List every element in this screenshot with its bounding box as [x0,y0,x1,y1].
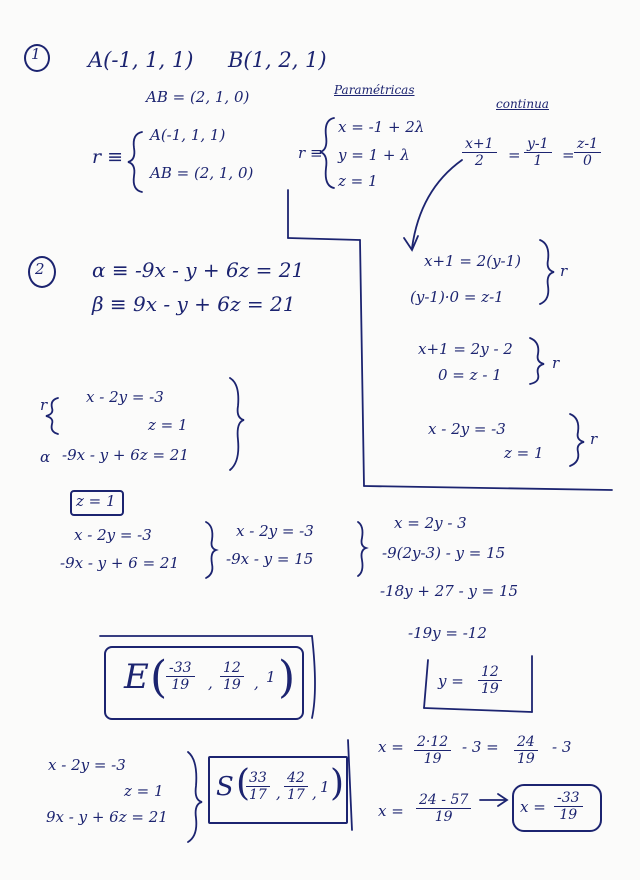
exercise-2-number: 2 [35,260,45,278]
step-b-eq1: x - 2y = -3 [236,522,314,540]
brace-final [188,752,202,842]
brace-r1 [540,240,554,304]
S-coord-x: $\frac{33}{17}$ [246,770,270,803]
exercise-1-number: 1 [31,45,41,63]
E-coord-z: 1 [266,668,276,686]
x-calc-1-frac2: $\frac{24}{19}$ [514,734,538,767]
cont-equals-2: = [562,146,575,164]
plane-beta: β ≡ 9x - y + 6z = 21 [92,292,296,316]
x-calc-2-frac: $\frac{24 - 57}{19}$ [416,792,471,825]
E-comma-2: , [254,674,259,692]
continua-title: continua [496,97,549,111]
S-comma-2: , [312,784,317,802]
x-calc-2-lhs: x = [378,802,404,820]
E-box-right [312,636,315,718]
substitution-1: x = 2y - 3 [394,514,467,532]
E-letter: E [124,657,149,697]
param-x: x = -1 + 2λ [338,118,425,136]
cont-fraction-x: $\frac{x+1}{2}$ [462,136,497,169]
brace-sys-right [230,378,244,470]
final-bracket-right [348,740,352,830]
final-sys-eq3: 9x - y + 6z = 21 [46,808,168,826]
brace-step-a [206,522,216,578]
substitution-2: -9(2y-3) - y = 15 [382,544,506,562]
y-box-left [424,660,428,708]
step-a-eq2: -9x - y + 6 = 21 [60,554,179,572]
step-b-eq2: -9x - y = 15 [226,550,314,568]
arrow-head [404,236,418,250]
sys-r-eq1: x - 2y = -3 [86,388,164,406]
divider-horizontal-bottom [364,486,612,490]
param-r-symbol: r ≡ [298,144,323,162]
implicit-2-eq2: 0 = z - 1 [438,366,502,384]
E-coord-x: $\frac{-33}{19}$ [166,660,195,693]
sys-alpha-eq: -9x - y + 6z = 21 [62,446,189,464]
line-r-symbol: r ≡ [92,146,124,168]
point-b: B(1, 2, 1) [228,48,327,72]
brace-r2 [530,338,544,384]
x-calc-1-frac: $\frac{2\cdot 12}{19}$ [414,734,451,767]
implicit-3-label: r [590,430,598,448]
E-coord-y: $\frac{12}{19}$ [220,660,244,693]
x-calc-1-tail: - 3 [552,738,572,756]
brace-sys-left [46,398,58,434]
final-sys-eq2: z = 1 [124,782,164,800]
final-sys-eq1: x - 2y = -3 [48,756,126,774]
implicit-1-eq1: x+1 = 2(y-1) [424,252,522,270]
x-calc-1-mid: - 3 = [462,738,499,756]
y-result-fraction: $\frac{12}{19}$ [478,664,502,697]
S-open-paren: ( [236,763,251,804]
y-result-lhs: y = [438,672,464,690]
sys-r-eq2: z = 1 [148,416,188,434]
substitution-3: -18y + 27 - y = 15 [380,582,519,600]
x-result-fraction: $\frac{-33}{19}$ [554,790,583,823]
implicit-3-eq1: x - 2y = -3 [428,420,506,438]
divider-horizontal-top [288,238,360,240]
brace-line-r [128,132,142,192]
S-close-paren: ) [330,763,345,804]
cont-fraction-z: $\frac{z-1}{0}$ [574,136,601,169]
x-result-lhs: x = [520,798,546,816]
implicit-3-eq2: z = 1 [504,444,544,462]
sys-r-label: r [40,396,48,414]
E-comma-1: , [208,674,213,692]
z-result: z = 1 [76,492,116,510]
arrow-to-implicit [412,160,462,248]
implicit-2-eq1: x+1 = 2y - 2 [418,340,513,358]
substitution-4: -19y = -12 [408,624,487,642]
S-comma-1: , [276,784,281,802]
param-title: Paramétricas [334,83,415,97]
point-a: A(-1, 1, 1) [88,48,194,72]
plane-alpha: α ≡ -9x - y + 6z = 21 [92,258,305,282]
S-coord-y: $\frac{42}{17}$ [284,770,308,803]
S-letter: S [216,772,234,802]
sys-alpha-label: α [40,448,51,466]
cont-equals-1: = [508,146,521,164]
param-z: z = 1 [338,172,378,190]
brace-r3 [570,414,584,466]
line-r-vector: AB = (2, 1, 0) [150,164,254,182]
S-coord-z: 1 [320,778,330,796]
implicit-2-label: r [552,354,560,372]
param-y: y = 1 + λ [338,146,410,164]
E-close-paren: ) [278,652,296,703]
cont-fraction-y: $\frac{y-1}{1}$ [524,136,552,169]
implicit-1-eq2: (y-1)·0 = z-1 [410,288,504,306]
vector-ab: AB = (2, 1, 0) [146,88,250,106]
divider-vertical-right [360,240,364,486]
y-box-bottom [424,708,532,712]
implicit-1-label: r [560,262,568,280]
x-calc-1-lhs: x = [378,738,404,756]
brace-step-b [358,522,366,576]
line-r-point: A(-1, 1, 1) [150,126,226,144]
E-open-paren: ( [150,652,168,703]
step-a-eq1: x - 2y = -3 [74,526,152,544]
